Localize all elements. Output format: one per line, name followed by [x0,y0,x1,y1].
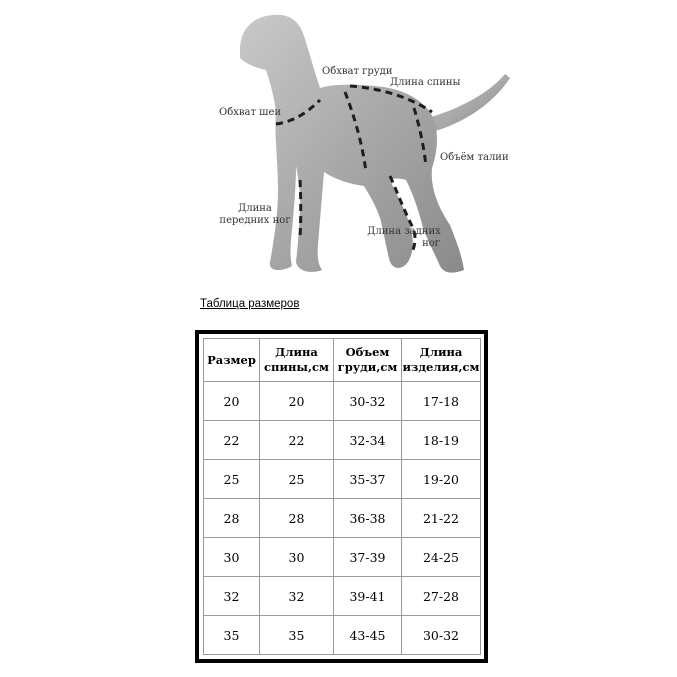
neck-girth-label: Обхват шеи [219,107,282,118]
cell-item-length: 19-20 [402,460,481,499]
header-back-length-line1: Длина [275,345,318,359]
size-table-frame [195,330,488,663]
table-row [204,460,481,499]
front-legs-label [215,203,295,227]
hind-legs-label [364,226,444,250]
back-length-label: Длина спины [390,77,461,88]
waist-girth-label: Объём талии [440,152,509,163]
cell-back-length: 35 [260,616,334,655]
cell-size: 32 [204,577,260,616]
cell-size: 35 [204,616,260,655]
cell-chest-girth: 43-45 [334,616,402,655]
header-item-length [402,339,481,382]
cell-chest-girth: 35-37 [334,460,402,499]
cell-chest-girth: 36-38 [334,499,402,538]
cell-chest-girth: 39-41 [334,577,402,616]
cell-item-length: 27-28 [402,577,481,616]
header-back-length [260,339,334,382]
front-legs-label-line1: Длина [238,203,272,214]
size-table [203,338,481,655]
header-size: Размер [204,339,260,382]
size-table-caption: Таблица размеров [200,298,300,310]
header-chest-girth-line2: груди,см [337,360,398,374]
cell-back-length: 25 [260,460,334,499]
cell-item-length: 24-25 [402,538,481,577]
dog-measurement-figure [200,0,530,290]
table-header-row [204,339,481,382]
table-row [204,577,481,616]
cell-chest-girth: 30-32 [334,382,402,421]
cell-item-length: 30-32 [402,616,481,655]
cell-item-length: 18-19 [402,421,481,460]
table-row [204,538,481,577]
table-row [204,421,481,460]
table-row [204,616,481,655]
table-row [204,382,481,421]
table-row [204,499,481,538]
cell-back-length: 22 [260,421,334,460]
chest-girth-label: Обхват груди [322,66,393,77]
cell-size: 30 [204,538,260,577]
header-chest-girth [334,339,402,382]
hind-legs-label-line2: ног [422,238,440,249]
cell-size: 22 [204,421,260,460]
cell-size: 28 [204,499,260,538]
cell-back-length: 30 [260,538,334,577]
cell-chest-girth: 32-34 [334,421,402,460]
cell-item-length: 21-22 [402,499,481,538]
cell-back-length: 28 [260,499,334,538]
cell-back-length: 32 [260,577,334,616]
cell-size: 20 [204,382,260,421]
header-item-length-line2: изделия,см [402,360,480,374]
cell-size: 25 [204,460,260,499]
header-chest-girth-line1: Объем [345,345,390,359]
cell-chest-girth: 37-39 [334,538,402,577]
header-back-length-line2: спины,см [264,360,329,374]
header-item-length-line1: Длина [419,345,463,359]
cell-back-length: 20 [260,382,334,421]
cell-item-length: 17-18 [402,382,481,421]
hind-legs-label-line1: Длина задних [367,226,441,237]
front-legs-label-line2: передних ног [219,215,291,226]
